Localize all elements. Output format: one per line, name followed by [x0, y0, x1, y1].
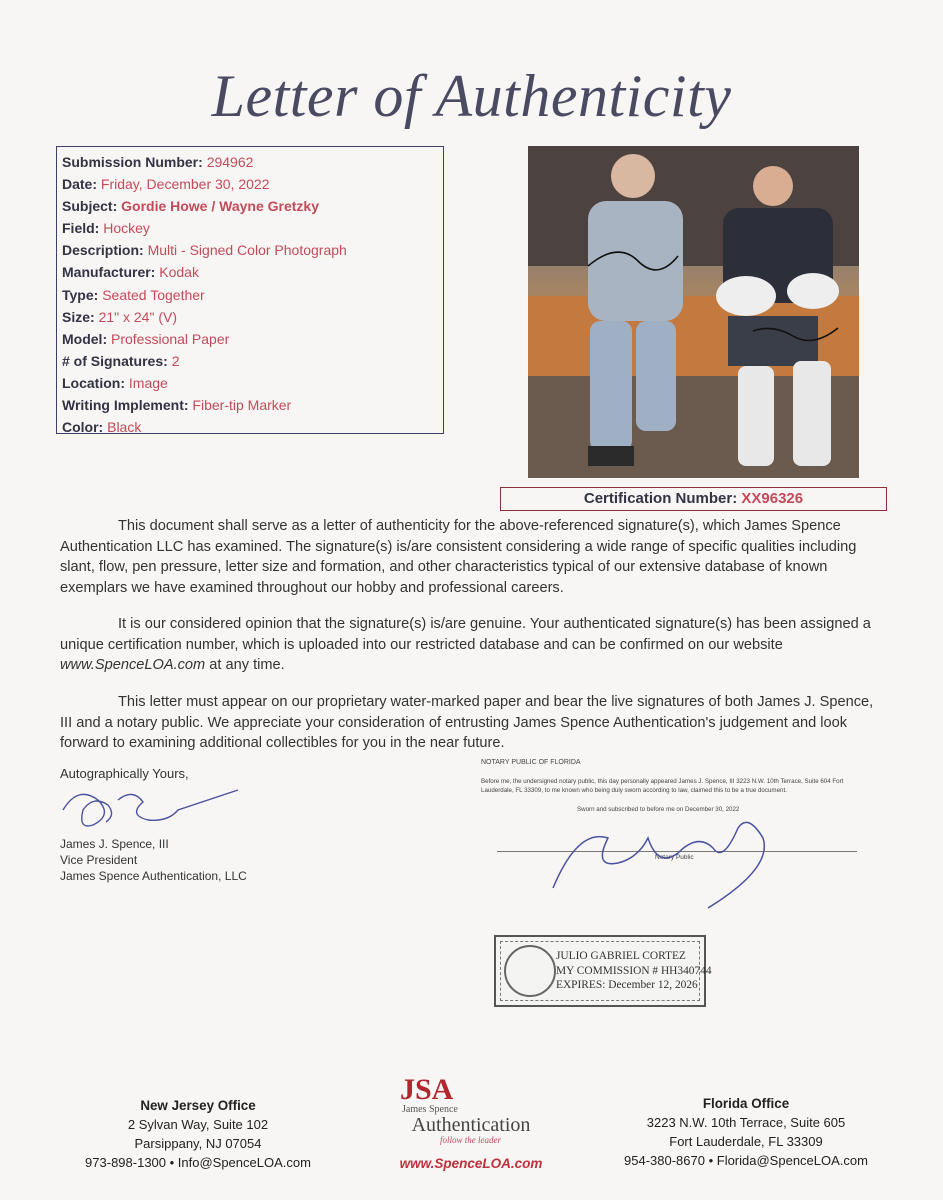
- new-jersey-office: [70, 1096, 326, 1172]
- jsa-tagline: follow the leader: [440, 1135, 501, 1145]
- info-row: [62, 306, 443, 328]
- info-value: Seated Together: [102, 286, 205, 303]
- info-label: Subject:: [62, 198, 118, 215]
- info-value: Kodak: [159, 264, 199, 281]
- seal-text: [556, 949, 712, 993]
- info-row: [62, 217, 443, 239]
- info-label: Description:: [62, 242, 144, 259]
- seal-expires: EXPIRES: December 12, 2026: [556, 979, 698, 991]
- website-link[interactable]: www.SpenceLOA.com: [60, 657, 206, 674]
- info-row: [62, 350, 443, 372]
- seal-commission: MY COMMISSION # HH340744: [556, 964, 712, 977]
- info-label: Model:: [62, 330, 108, 347]
- seal-emblem-icon: [504, 945, 556, 997]
- nj-line1: 2 Sylvan Way, Suite 102: [127, 1117, 269, 1132]
- info-label: Manufacturer:: [62, 264, 156, 281]
- paragraph-3: [60, 692, 882, 754]
- info-label: Location:: [62, 374, 125, 391]
- notary-sworn: Sworn and subscribed to before me on December 30, 2022: [577, 806, 740, 813]
- jsa-mark: JSA: [400, 1073, 454, 1106]
- info-label: Field:: [62, 220, 100, 237]
- certification-number-box: [500, 487, 887, 511]
- notary-body: Before me, the undersigned notary public, this day personally appeared James J. Spence, III 3223 N.W. 10th Terrace, Suite 604 Fort Lauderdale, FL 33309, to me known who being duly sworn according to law, claimed this to be a true document.: [481, 778, 844, 794]
- notary-signature: [548, 808, 788, 914]
- notary-heading: NOTARY PUBLIC OF FLORIDA: [481, 759, 581, 766]
- notary-line-label: Notary Public: [655, 854, 694, 861]
- info-row: [62, 173, 443, 195]
- info-label: Color:: [62, 419, 104, 436]
- paragraph-3-text: This letter must appear on our proprietary water-marked paper and bear the live signatures of both James J. Spence, III and a notary public. We appreciate your consideration of entrusting James Spence Authentication's judgement and look forward to examining additional collectibles for you in the near future.: [60, 694, 874, 752]
- info-label: Submission Number:: [62, 154, 203, 170]
- info-row: [62, 284, 443, 306]
- certification-number: XX96326: [741, 490, 804, 507]
- submission-details-box: [56, 146, 444, 434]
- signatory-company: James Spence Authentication, LLC: [60, 869, 247, 883]
- info-label: Size:: [62, 308, 95, 325]
- info-row: [62, 372, 443, 394]
- signed-photograph: [528, 146, 859, 478]
- info-row: [62, 394, 443, 416]
- paragraph-2: [60, 614, 882, 676]
- certification-label: Certification Number:: [583, 490, 738, 507]
- seal-name: JULIO GABRIEL CORTEZ: [556, 950, 686, 962]
- info-row: [62, 416, 443, 438]
- signatory-block: [60, 836, 247, 884]
- paragraph-2-end: at any time.: [205, 657, 285, 674]
- info-label: Type:: [62, 286, 99, 303]
- florida-office: [586, 1094, 906, 1170]
- info-value: Hockey: [103, 220, 150, 237]
- page-title: Letter of Authenticity: [211, 63, 732, 129]
- signatory-name: James J. Spence, III: [60, 837, 169, 851]
- info-value: 21" x 24" (V): [98, 308, 177, 325]
- info-label: Writing Implement:: [62, 397, 189, 414]
- notary-block: [481, 758, 873, 814]
- jsa-word: Authentication: [411, 1114, 531, 1136]
- info-value: 294962: [206, 154, 254, 170]
- fl-line2: Fort Lauderdale, FL 33309: [669, 1134, 823, 1149]
- nj-line2: Parsippany, NJ 07054: [134, 1136, 262, 1151]
- signatory-role: Vice President: [60, 853, 138, 867]
- paragraph-1-text: This document shall serve as a letter of authenticity for the above-referenced signature(s), which James Spence Authentication LLC has examined. The signature(s) is/are consistent considering a wide range of specific qualities including slant, flow, pen pressure, letter size and formation, and other characteristics typical of our extensive database of known exemplars we have examined throughout our hobby and professional careers.: [60, 518, 857, 596]
- jsa-logo: [380, 1075, 562, 1171]
- info-value: Image: [128, 374, 168, 391]
- paragraph-1: [60, 516, 882, 598]
- closing-text: Autographically Yours,: [60, 766, 189, 781]
- paragraph-2-text: It is our considered opinion that the signature(s) is/are genuine. Your authenticated signature(s) has been assigned a unique certification number, which is uploaded into our restricted database and can be confirmed on our website: [60, 616, 871, 653]
- info-value: Professional Paper: [111, 330, 230, 347]
- notary-seal: [494, 935, 712, 1007]
- info-value: Multi - Signed Color Photograph: [147, 242, 347, 259]
- jsa-small-text: James Spence: [402, 1104, 458, 1115]
- fl-line1: 3223 N.W. 10th Terrace, Suite 605: [646, 1115, 846, 1130]
- photo-illustration: [528, 146, 859, 478]
- fl-heading: Florida Office: [702, 1096, 790, 1111]
- nj-line3: 973-898-1300 • Info@SpenceLOA.com: [85, 1155, 311, 1170]
- info-value: Fiber-tip Marker: [192, 397, 292, 414]
- info-row: [62, 195, 443, 217]
- nj-heading: New Jersey Office: [140, 1098, 256, 1113]
- spence-signature: [58, 780, 248, 832]
- info-label: Date:: [62, 176, 98, 193]
- info-value: 2: [171, 352, 180, 369]
- info-row: [62, 239, 443, 261]
- jsa-url[interactable]: www.SpenceLOA.com: [399, 1156, 543, 1171]
- info-value: Black: [107, 419, 142, 436]
- info-value: Gordie Howe / Wayne Gretzky: [121, 198, 319, 215]
- info-label: # of Signatures:: [62, 352, 168, 369]
- info-row: [62, 261, 443, 283]
- info-value: Friday, December 30, 2022: [100, 176, 270, 193]
- info-row: [62, 151, 443, 173]
- fl-line3: 954-380-8670 • Florida@SpenceLOA.com: [624, 1153, 868, 1168]
- info-row: [62, 328, 443, 350]
